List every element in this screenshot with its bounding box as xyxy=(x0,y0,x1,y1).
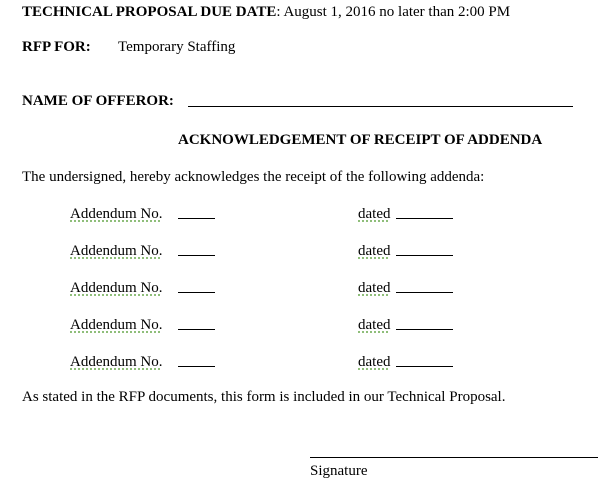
addendum-number-field[interactable] xyxy=(178,278,215,293)
dated-label: dated xyxy=(358,354,391,370)
addendum-label: Addendum No. xyxy=(70,243,163,259)
dated-label: dated xyxy=(358,243,391,259)
addendum-date-field[interactable] xyxy=(396,241,453,256)
dated-label: dated xyxy=(358,280,391,296)
addendum-date-field[interactable] xyxy=(396,278,453,293)
document-title: ACKNOWLEDGEMENT OF RECEIPT OF ADDENDA xyxy=(178,132,543,148)
rfp-value: Temporary Staffing xyxy=(118,39,236,55)
addendum-number-field[interactable] xyxy=(178,352,215,367)
addendum-label: Addendum No. xyxy=(70,354,163,370)
dated-label: dated xyxy=(358,206,391,222)
intro-text: The undersigned, hereby acknowledges the receipt of the following addenda: xyxy=(22,169,485,185)
closing-text: As stated in the RFP documents, this form is included in our Technical Proposal. xyxy=(22,389,506,405)
rfp-line xyxy=(22,38,91,56)
addendum-label: Addendum No. xyxy=(70,280,163,296)
due-date-line xyxy=(22,3,510,21)
offeror-label: NAME OF OFFEROR: xyxy=(22,93,174,109)
signature-field[interactable] xyxy=(310,457,598,458)
addendum-number-field[interactable] xyxy=(178,241,215,256)
addendum-label: Addendum No. xyxy=(70,317,163,333)
due-date-value: : August 1, 2016 no later than 2:00 PM xyxy=(276,4,511,20)
addendum-label: Addendum No. xyxy=(70,206,163,222)
due-date-label: TECHNICAL PROPOSAL DUE DATE xyxy=(22,4,277,20)
addendum-number-field[interactable] xyxy=(178,204,215,219)
addendum-date-field[interactable] xyxy=(396,352,453,367)
addendum-date-field[interactable] xyxy=(396,204,453,219)
offeror-name-field[interactable] xyxy=(188,106,573,107)
addendum-date-field[interactable] xyxy=(396,315,453,330)
dated-label: dated xyxy=(358,317,391,333)
addendum-number-field[interactable] xyxy=(178,315,215,330)
signature-label: Signature xyxy=(310,463,368,479)
rfp-label: RFP FOR: xyxy=(22,39,91,55)
